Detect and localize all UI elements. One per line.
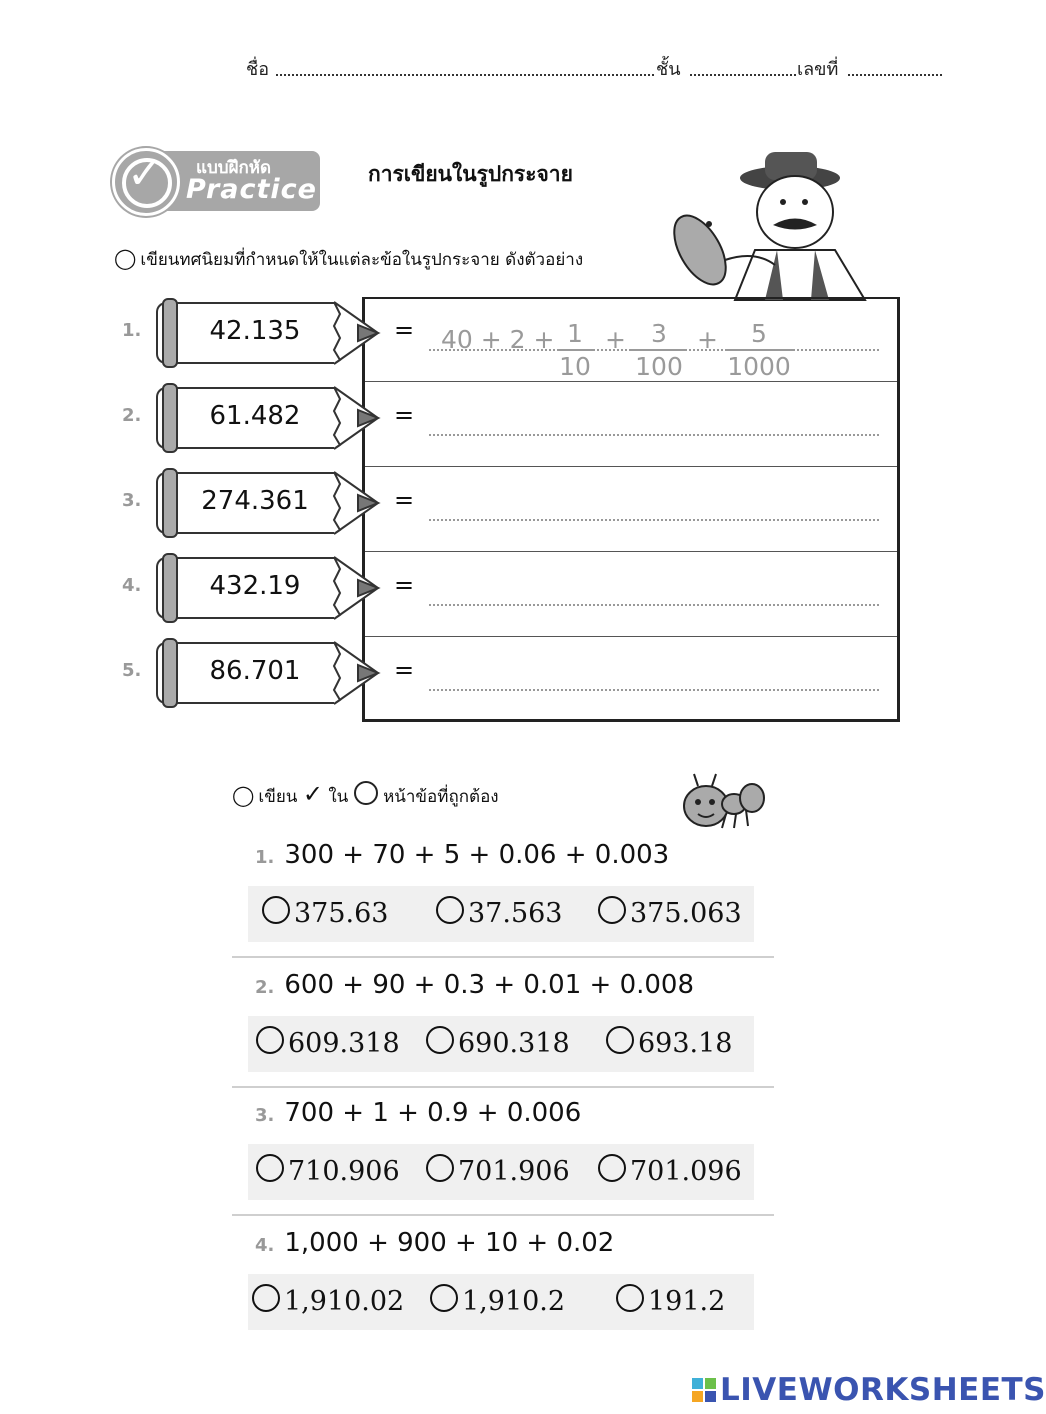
answer-option[interactable]: 701.906 — [426, 1154, 570, 1187]
pencil-tip-icon — [334, 302, 378, 364]
page-title: การเขียนในรูปกระจาย — [368, 162, 573, 186]
pencil-eraser — [162, 383, 178, 453]
pencil-tip-icon — [334, 557, 378, 619]
answer-option[interactable]: 1,910.2 — [430, 1284, 565, 1317]
radio-circle-icon[interactable] — [256, 1154, 284, 1182]
pencil-item-5 — [122, 638, 380, 708]
radio-circle-icon[interactable] — [436, 896, 464, 924]
answer-line-3[interactable] — [429, 519, 879, 521]
question-3: 3. 700 + 1 + 0.9 + 0.006 — [255, 1098, 582, 1128]
name-label: ชื่อ — [246, 59, 270, 80]
question-divider — [232, 1214, 774, 1216]
answer-option[interactable]: 191.2 — [616, 1284, 725, 1317]
decimal-value: 42.135 — [209, 316, 301, 346]
pencil-item-3 — [122, 468, 380, 538]
answer-option[interactable]: 1,910.02 — [252, 1284, 404, 1317]
question-4: 4. 1,000 + 900 + 10 + 0.02 — [255, 1228, 615, 1258]
pencil-tip-icon — [334, 642, 378, 704]
fisherman-illustration — [665, 150, 905, 300]
item-number: 4. — [122, 575, 142, 596]
student-info-header — [0, 50, 1000, 80]
radio-circle-icon[interactable] — [598, 896, 626, 924]
answer-option[interactable]: 710.906 — [256, 1154, 400, 1187]
example-whole-part: 40 + 2 + — [441, 325, 555, 354]
radio-circle-icon[interactable] — [430, 1284, 458, 1312]
radio-circle-icon[interactable] — [252, 1284, 280, 1312]
circle-icon — [354, 781, 378, 805]
apple-icon: ◯ — [232, 783, 255, 807]
radio-circle-icon[interactable] — [598, 1154, 626, 1182]
checkmark-icon: ✓ — [302, 780, 323, 808]
badge-english-text: Practice — [186, 174, 317, 205]
question-divider — [232, 956, 774, 958]
answer-box — [362, 297, 900, 722]
number-field[interactable] — [848, 74, 942, 76]
radio-circle-icon[interactable] — [426, 1154, 454, 1182]
decimal-value: 86.701 — [209, 656, 301, 686]
question-divider — [232, 1086, 774, 1088]
equals-sign: = — [394, 401, 415, 429]
liveworksheets-logo: LIVEWORKSHEETS — [692, 1372, 1046, 1408]
answer-option[interactable]: 693.18 — [606, 1026, 732, 1059]
pencil-eraser — [162, 298, 178, 368]
item-number: 3. — [122, 490, 142, 511]
liveworksheets-logo-icon — [692, 1378, 716, 1402]
pencil-eraser — [162, 638, 178, 708]
equals-sign: = — [394, 571, 415, 599]
answer-option[interactable]: 701.096 — [598, 1154, 742, 1187]
badge-thai-text: แบบฝึกหัด — [196, 158, 272, 178]
radio-circle-icon[interactable] — [606, 1026, 634, 1054]
decimal-value: 274.361 — [201, 486, 309, 516]
example-fraction-3: $\frac{5}{1000}$ — [725, 319, 793, 383]
pencil-tip-icon — [334, 387, 378, 449]
answer-line-5[interactable] — [429, 689, 879, 691]
equals-sign: = — [394, 486, 415, 514]
section1-instruction: ◯ เขียนทศนิยมที่กำหนดให้ในแต่ละข้อในรูปกระจาย ดังตัวอย่าง — [114, 246, 584, 270]
pencil-item-4 — [122, 553, 380, 623]
item-number: 5. — [122, 660, 142, 681]
number-label: เลขที่ — [797, 59, 839, 80]
ant-illustration — [676, 770, 766, 832]
example-fraction-2: $\frac{3}{100}$ — [631, 319, 687, 383]
answer-option[interactable]: 609.318 — [256, 1026, 400, 1059]
pencil-item-2 — [122, 383, 380, 453]
section2-instruction: ◯ เขียน ✓ ใน หน้าข้อที่ถูกต้อง — [232, 780, 499, 808]
apple-icon: ◯ — [114, 246, 137, 270]
pencil-eraser — [162, 468, 178, 538]
practice-badge — [112, 148, 322, 216]
radio-circle-icon[interactable] — [426, 1026, 454, 1054]
answer-option[interactable]: 375.63 — [262, 896, 388, 929]
radio-circle-icon[interactable] — [262, 896, 290, 924]
class-field[interactable] — [690, 74, 796, 76]
answer-option[interactable]: 375.063 — [598, 896, 742, 929]
equals-sign: = — [394, 656, 415, 684]
check-circle-icon: ✓ — [112, 148, 180, 216]
item-number: 1. — [122, 320, 142, 341]
item-number: 2. — [122, 405, 142, 426]
question-1: 1. 300 + 70 + 5 + 0.06 + 0.003 — [255, 840, 670, 870]
question-2: 2. 600 + 90 + 0.3 + 0.01 + 0.008 — [255, 970, 695, 1000]
decimal-value: 432.19 — [209, 571, 301, 601]
example-plus-2: + — [697, 325, 718, 354]
radio-circle-icon[interactable] — [616, 1284, 644, 1312]
answer-option[interactable]: 690.318 — [426, 1026, 570, 1059]
pencil-item-1 — [122, 298, 380, 368]
class-label: ชั้น — [656, 59, 681, 80]
radio-circle-icon[interactable] — [256, 1026, 284, 1054]
decimal-value: 61.482 — [209, 401, 301, 431]
answer-line-2[interactable] — [429, 434, 879, 436]
example-plus-1: + — [605, 325, 626, 354]
example-fraction-1: $\frac{1}{10}$ — [557, 319, 593, 383]
answer-line-4[interactable] — [429, 604, 879, 606]
equals-sign: = — [394, 316, 415, 344]
answer-option[interactable]: 37.563 — [436, 896, 562, 929]
pencil-eraser — [162, 553, 178, 623]
pencil-tip-icon — [334, 472, 378, 534]
name-field[interactable] — [276, 74, 654, 76]
